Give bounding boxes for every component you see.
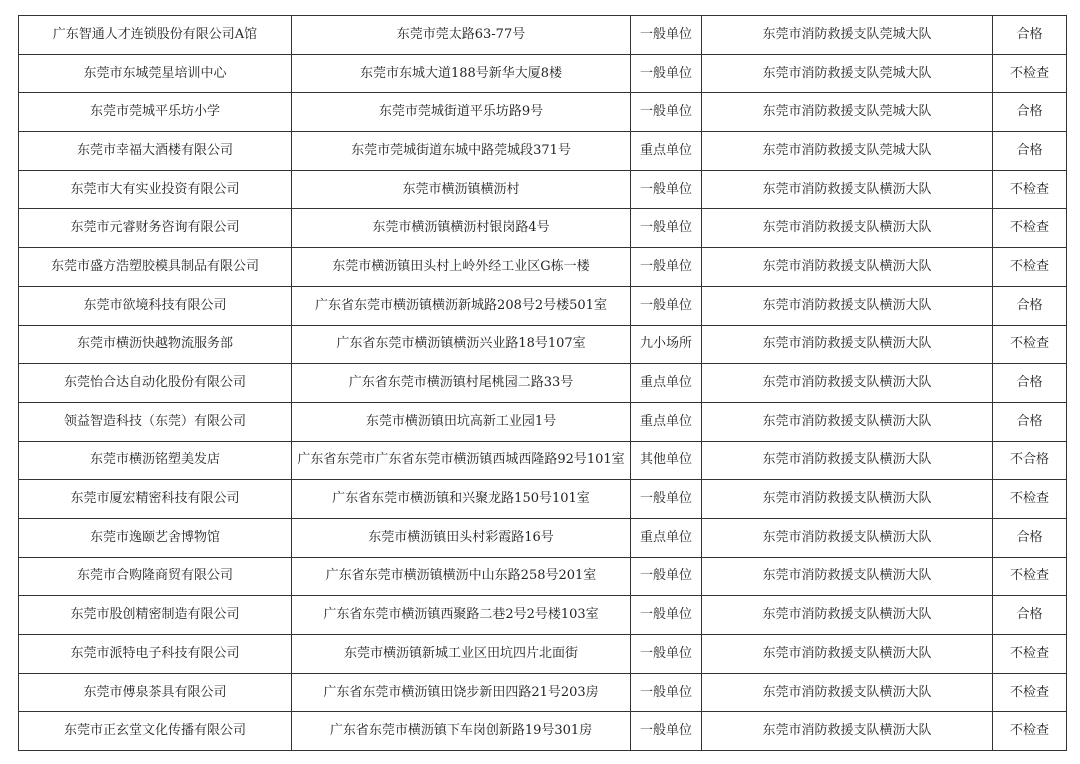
result-cell: 合格 (993, 596, 1067, 635)
unit-type-cell: 重点单位 (631, 518, 702, 557)
unit-type-cell: 一般单位 (631, 93, 702, 132)
table-row (19, 712, 1067, 751)
table-row (19, 54, 1067, 93)
table-body (19, 16, 1067, 751)
unit-type-cell: 一般单位 (631, 480, 702, 519)
department-cell: 东莞市消防救援支队莞城大队 (702, 54, 993, 93)
result-cell: 合格 (993, 364, 1067, 403)
unit-type-cell: 一般单位 (631, 16, 702, 55)
department-cell: 东莞市消防救援支队横沥大队 (702, 557, 993, 596)
table-row (19, 325, 1067, 364)
department-cell: 东莞市消防救援支队横沥大队 (702, 635, 993, 674)
unit-name-cell: 东莞市傅泉茶具有限公司 (19, 673, 292, 712)
unit-type-cell: 一般单位 (631, 635, 702, 674)
table-row (19, 596, 1067, 635)
address-cell: 广东省东莞市横沥镇和兴聚龙路150号101室 (292, 480, 631, 519)
address-cell: 广东省东莞市横沥镇横沥兴业路18号107室 (292, 325, 631, 364)
unit-type-cell: 一般单位 (631, 673, 702, 712)
department-cell: 东莞市消防救援支队横沥大队 (702, 480, 993, 519)
department-cell: 东莞市消防救援支队横沥大队 (702, 402, 993, 441)
unit-name-cell: 东莞市莞城平乐坊小学 (19, 93, 292, 132)
table-row (19, 364, 1067, 403)
result-cell: 合格 (993, 518, 1067, 557)
unit-type-cell: 九小场所 (631, 325, 702, 364)
address-cell: 东莞市横沥镇田头村彩霞路16号 (292, 518, 631, 557)
unit-name-cell: 东莞市欲境科技有限公司 (19, 286, 292, 325)
unit-type-cell: 一般单位 (631, 209, 702, 248)
table-row (19, 16, 1067, 55)
department-cell: 东莞市消防救援支队横沥大队 (702, 673, 993, 712)
table-row (19, 673, 1067, 712)
table-row (19, 518, 1067, 557)
result-cell: 不检查 (993, 209, 1067, 248)
department-cell: 东莞市消防救援支队横沥大队 (702, 325, 993, 364)
address-cell: 东莞市横沥镇田坑高新工业园1号 (292, 402, 631, 441)
department-cell: 东莞市消防救援支队莞城大队 (702, 93, 993, 132)
address-cell: 东莞市横沥镇横沥村 (292, 170, 631, 209)
address-cell: 广东省东莞市广东省东莞市横沥镇西城西隆路92号101室 (292, 441, 631, 480)
department-cell: 东莞市消防救援支队横沥大队 (702, 209, 993, 248)
result-cell: 合格 (993, 402, 1067, 441)
unit-name-cell: 东莞市横沥快越物流服务部 (19, 325, 292, 364)
address-cell: 广东省东莞市横沥镇横沥中山东路258号201室 (292, 557, 631, 596)
address-cell: 东莞市莞太路63-77号 (292, 16, 631, 55)
result-cell: 不检查 (993, 635, 1067, 674)
unit-type-cell: 一般单位 (631, 286, 702, 325)
table-row (19, 248, 1067, 287)
table-row (19, 557, 1067, 596)
inspection-table (18, 15, 1067, 751)
unit-name-cell: 东莞市逸颐艺舍博物馆 (19, 518, 292, 557)
result-cell: 合格 (993, 16, 1067, 55)
unit-name-cell: 东莞市盛方浩塑胶模具制品有限公司 (19, 248, 292, 287)
address-cell: 东莞市横沥镇新城工业区田坑四片北面街 (292, 635, 631, 674)
result-cell: 合格 (993, 132, 1067, 171)
unit-name-cell: 东莞市正玄堂文化传播有限公司 (19, 712, 292, 751)
result-cell: 不检查 (993, 54, 1067, 93)
result-cell: 不检查 (993, 557, 1067, 596)
table-row (19, 209, 1067, 248)
address-cell: 东莞市东城大道188号新华大厦8楼 (292, 54, 631, 93)
table-row (19, 441, 1067, 480)
unit-name-cell: 东莞市合购隆商贸有限公司 (19, 557, 292, 596)
department-cell: 东莞市消防救援支队横沥大队 (702, 286, 993, 325)
department-cell: 东莞市消防救援支队横沥大队 (702, 364, 993, 403)
result-cell: 不检查 (993, 170, 1067, 209)
table-row (19, 93, 1067, 132)
result-cell: 不检查 (993, 712, 1067, 751)
unit-name-cell: 东莞市元睿财务咨询有限公司 (19, 209, 292, 248)
department-cell: 东莞市消防救援支队横沥大队 (702, 518, 993, 557)
result-cell: 合格 (993, 286, 1067, 325)
department-cell: 东莞市消防救援支队横沥大队 (702, 248, 993, 287)
result-cell: 不检查 (993, 480, 1067, 519)
address-cell: 东莞市莞城街道平乐坊路9号 (292, 93, 631, 132)
address-cell: 广东省东莞市横沥镇西聚路二巷2号2号楼103室 (292, 596, 631, 635)
result-cell: 不检查 (993, 325, 1067, 364)
unit-name-cell: 广东智通人才连锁股份有限公司A馆 (19, 16, 292, 55)
table-row (19, 480, 1067, 519)
unit-type-cell: 一般单位 (631, 248, 702, 287)
unit-type-cell: 一般单位 (631, 596, 702, 635)
unit-name-cell: 东莞市股创精密制造有限公司 (19, 596, 292, 635)
table-row (19, 635, 1067, 674)
unit-name-cell: 领益智造科技（东莞）有限公司 (19, 402, 292, 441)
unit-type-cell: 一般单位 (631, 54, 702, 93)
department-cell: 东莞市消防救援支队横沥大队 (702, 712, 993, 751)
unit-name-cell: 东莞市幸福大酒楼有限公司 (19, 132, 292, 171)
unit-name-cell: 东莞市横沥铭塑美发店 (19, 441, 292, 480)
address-cell: 广东省东莞市横沥镇横沥新城路208号2号楼501室 (292, 286, 631, 325)
department-cell: 东莞市消防救援支队莞城大队 (702, 16, 993, 55)
address-cell: 广东省东莞市横沥镇田饶步新田四路21号203房 (292, 673, 631, 712)
department-cell: 东莞市消防救援支队横沥大队 (702, 441, 993, 480)
address-cell: 东莞市横沥镇田头村上岭外经工业区G栋一楼 (292, 248, 631, 287)
address-cell: 广东省东莞市横沥镇下车岗创新路19号301房 (292, 712, 631, 751)
department-cell: 东莞市消防救援支队横沥大队 (702, 170, 993, 209)
department-cell: 东莞市消防救援支队横沥大队 (702, 596, 993, 635)
department-cell: 东莞市消防救援支队莞城大队 (702, 132, 993, 171)
unit-name-cell: 东莞市厦宏精密科技有限公司 (19, 480, 292, 519)
unit-type-cell: 一般单位 (631, 557, 702, 596)
result-cell: 不合格 (993, 441, 1067, 480)
result-cell: 不检查 (993, 248, 1067, 287)
unit-type-cell: 一般单位 (631, 170, 702, 209)
address-cell: 东莞市莞城街道东城中路莞城段371号 (292, 132, 631, 171)
unit-name-cell: 东莞市大有实业投资有限公司 (19, 170, 292, 209)
unit-type-cell: 一般单位 (631, 712, 702, 751)
unit-type-cell: 其他单位 (631, 441, 702, 480)
unit-type-cell: 重点单位 (631, 132, 702, 171)
unit-type-cell: 重点单位 (631, 364, 702, 403)
result-cell: 合格 (993, 93, 1067, 132)
table-row (19, 402, 1067, 441)
table-row (19, 170, 1067, 209)
result-cell: 不检查 (993, 673, 1067, 712)
unit-type-cell: 重点单位 (631, 402, 702, 441)
unit-name-cell: 东莞市派特电子科技有限公司 (19, 635, 292, 674)
unit-name-cell: 东莞怡合达自动化股份有限公司 (19, 364, 292, 403)
table-row (19, 286, 1067, 325)
address-cell: 广东省东莞市横沥镇村尾桃园二路33号 (292, 364, 631, 403)
address-cell: 东莞市横沥镇横沥村银岗路4号 (292, 209, 631, 248)
table-row (19, 132, 1067, 171)
unit-name-cell: 东莞市东城莞星培训中心 (19, 54, 292, 93)
